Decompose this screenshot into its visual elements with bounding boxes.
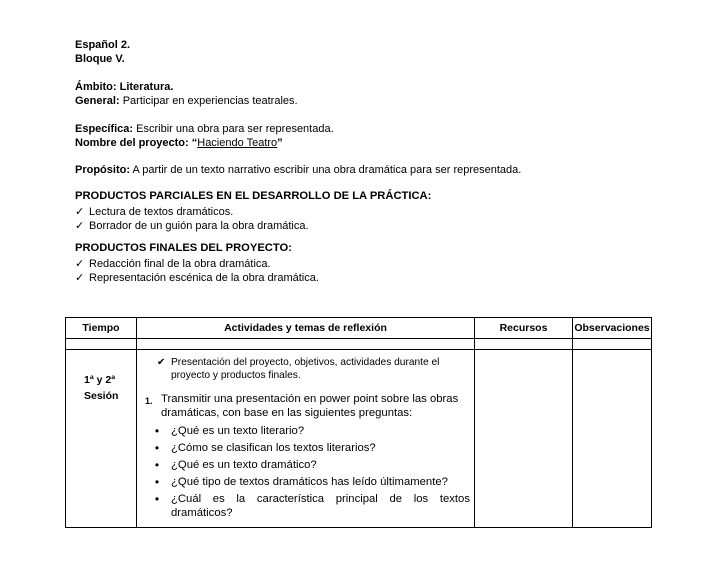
list-item: • ¿Qué es un texto literario?: [143, 424, 470, 438]
list-item: ✓ Redacción final de la obra dramática.: [75, 258, 271, 270]
check-icon: ✓: [75, 206, 85, 218]
header-observaciones: Observaciones: [573, 318, 652, 339]
table-header-row: [66, 318, 652, 339]
especifica-line: Específica: Escribir una obra para ser representada.: [75, 123, 334, 135]
proposito-line: Propósito: A partir de un texto narrativo escribir una obra dramática para ser representada.: [75, 164, 522, 176]
list-item: ✓ Borrador de un guión para la obra dramática.: [75, 220, 309, 232]
check-activity: ✔ Presentación del proyecto, objetivos, actividades durante el proyecto y productos finales.: [157, 357, 440, 381]
bullet-icon: •: [154, 475, 160, 489]
numbered-activity: 1. Transmitir una presentación en power point sobre las obras dramáticas, con base en las siguientes preguntas:: [145, 393, 459, 419]
finales-title: PRODUCTOS FINALES DEL PROYECTO:: [75, 242, 292, 254]
header-tiempo: Tiempo: [66, 318, 137, 339]
parciales-title: PRODUCTOS PARCIALES EN EL DESARROLLO DE LA PRÁCTICA:: [75, 190, 432, 202]
bullet-icon: •: [154, 458, 160, 472]
check-icon: ✓: [75, 272, 85, 284]
list-item: • ¿Qué tipo de textos dramáticos has leído últimamente?: [143, 475, 470, 489]
list-item: • ¿Qué es un texto dramático?: [143, 458, 470, 472]
list-item: ✓ Representación escénica de la obra dramática.: [75, 272, 319, 284]
table-row: [66, 350, 652, 528]
session-number: 1ª y 2ª: [84, 374, 116, 386]
subject-line: Español 2.: [75, 39, 131, 51]
bullet-icon: •: [154, 492, 160, 506]
check-icon: ✓: [75, 258, 85, 270]
session-label: Sesión: [84, 390, 119, 402]
list-item: • ¿Cómo se clasifican los textos literarios?: [143, 441, 470, 455]
block-line: Bloque V.: [75, 53, 125, 65]
bullet-icon: •: [154, 441, 160, 455]
check-icon: ✔: [157, 357, 166, 368]
question-list: [143, 424, 470, 520]
activities-table: [65, 317, 652, 528]
observaciones-cell: [573, 350, 652, 528]
activities-cell: [137, 350, 475, 528]
recursos-cell: [475, 350, 573, 528]
header-recursos: Recursos: [475, 318, 573, 339]
header-actividades: Actividades y temas de reflexión: [137, 318, 475, 339]
table-spacer-row: [66, 339, 652, 350]
general-line: General: Participar en experiencias teatrales.: [75, 95, 298, 107]
document-body: [75, 38, 665, 285]
list-item: • ¿Cuál es la característica principal de los textos dramáticos?: [143, 492, 470, 520]
bullet-icon: •: [154, 424, 160, 438]
session-cell: [66, 350, 137, 528]
check-icon: ✓: [75, 220, 85, 232]
list-item: ✓ Lectura de textos dramáticos.: [75, 206, 234, 218]
ambito-line: Ámbito: Literatura.: [75, 81, 174, 93]
project-name-line: Nombre del proyecto: “Haciendo Teatro”: [75, 137, 283, 149]
